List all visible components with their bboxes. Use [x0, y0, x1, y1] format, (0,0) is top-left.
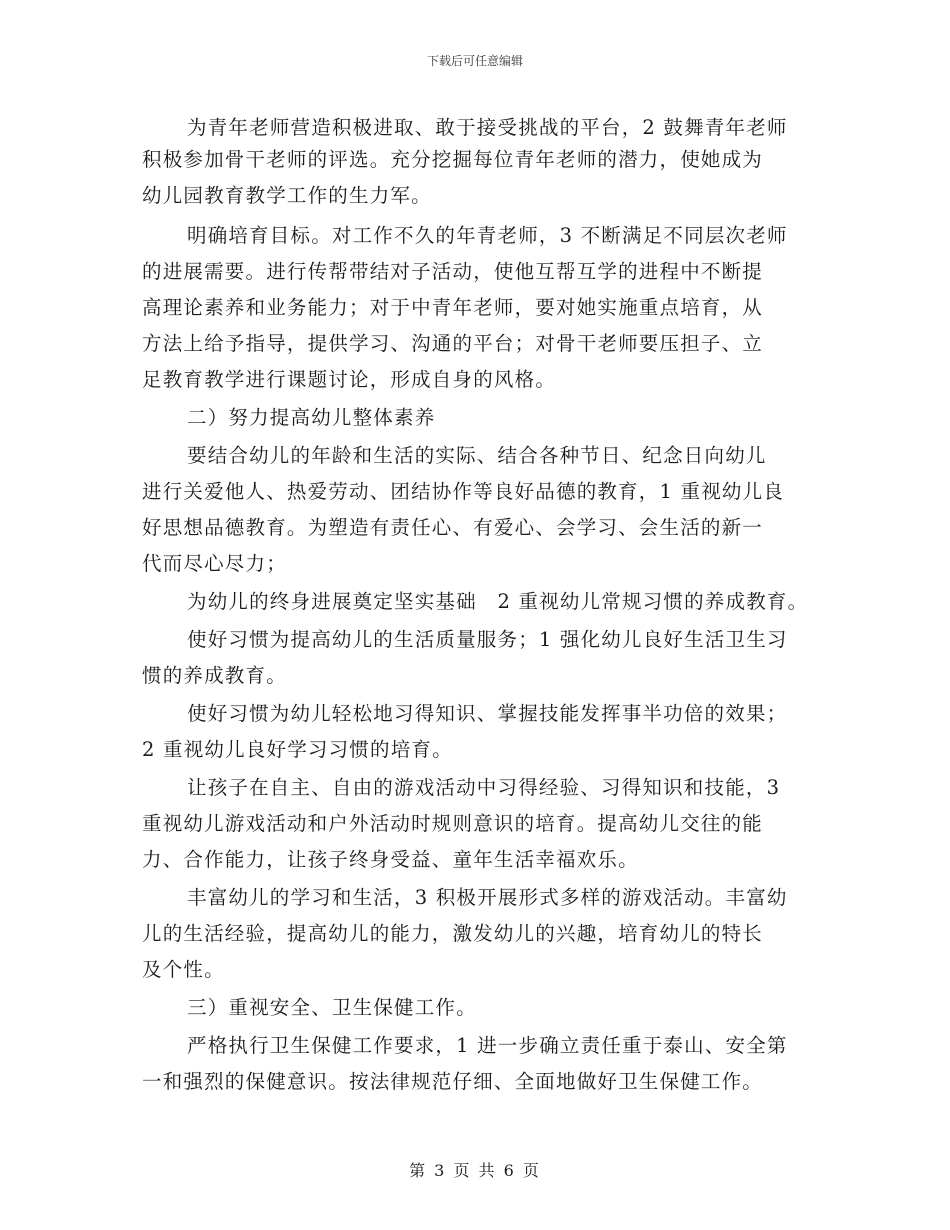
paragraph-line: 为幼儿的终身进展奠定坚实基础 2 重视幼儿常规习惯的养成教育。	[187, 590, 809, 613]
paragraph-line: 力、合作能力，让孩子终身受益、童年生活幸福欢乐。	[142, 848, 639, 871]
paragraph-line: 的进展需要。进行传帮带结对子活动，使他互帮互学的进程中不断提	[142, 260, 764, 283]
paragraph-line: 儿的生活经验，提高幼儿的能力，激发幼儿的兴趣，培育幼儿的特长	[142, 922, 764, 945]
paragraph-line: 方法上给予指导，提供学习、沟通的平台；对骨干老师要压担子、立	[142, 332, 764, 355]
paragraph-line: 惯的养成教育。	[142, 664, 287, 687]
paragraph-line: 严格执行卫生保健工作要求，1 进一步确立责任重于泰山、安全第	[187, 1034, 788, 1057]
page-number: 第 3 页 共 6 页	[409, 1161, 541, 1180]
paragraph-line: 丰富幼儿的学习和生活，3 积极开展形式多样的游戏活动。丰富幼	[187, 886, 788, 909]
paragraph-line: 三）重视安全、卫生保健工作。	[187, 996, 477, 1019]
paragraph-line: 代而尽心尽力；	[142, 552, 287, 575]
paragraph-line: 使好习惯为提高幼儿的生活质量服务；1 强化幼儿良好生活卫生习	[187, 628, 788, 651]
paragraph-line: 一和强烈的保健意识。按法律规范仔细、全面地做好卫生保健工作。	[142, 1070, 764, 1093]
paragraph-line: 使好习惯为幼儿轻松地习得知识、掌握技能发挥事半功倍的效果；	[187, 702, 788, 725]
paragraph-line: 好思想品德教育。为塑造有责任心、有爱心、会学习、会生活的新一	[142, 516, 764, 539]
paragraph-line: 进行关爱他人、热爱劳动、团结协作等良好品德的教育，1 重视幼儿良	[142, 480, 785, 503]
paragraph-line: 高理论素养和业务能力；对于中青年老师，要对她实施重点培育，从	[142, 296, 764, 319]
paragraph-line: 重视幼儿游戏活动和户外活动时规则意识的培育。提高幼儿交往的能	[142, 812, 764, 835]
paragraph-line: 幼儿园教育教学工作的生力军。	[142, 184, 432, 207]
paragraph-line: 2 重视幼儿良好学习习惯的培育。	[142, 738, 453, 761]
paragraph-line: 让孩子在自主、自由的游戏活动中习得经验、习得知识和技能，3	[187, 776, 781, 799]
paragraph-line: 积极参加骨干老师的评选。充分挖掘每位青年老师的潜力，使她成为	[142, 148, 764, 171]
page-header-note: 下载后可任意编辑	[426, 54, 523, 68]
paragraph-line: 要结合幼儿的年龄和生活的实际、结合各种节日、纪念日向幼儿	[187, 444, 767, 467]
paragraph-line: 二）努力提高幼儿整体素养	[187, 406, 436, 429]
paragraph-line: 足教育教学进行课题讨论，形成自身的风格。	[142, 368, 557, 391]
paragraph-line: 为青年老师营造积极进取、敢于接受挑战的平台，2 鼓舞青年老师	[187, 116, 788, 139]
paragraph-line: 及个性。	[142, 958, 225, 981]
paragraph-line: 明确培育目标。对工作不久的年青老师，3 不断满足不同层次老师	[187, 224, 788, 247]
